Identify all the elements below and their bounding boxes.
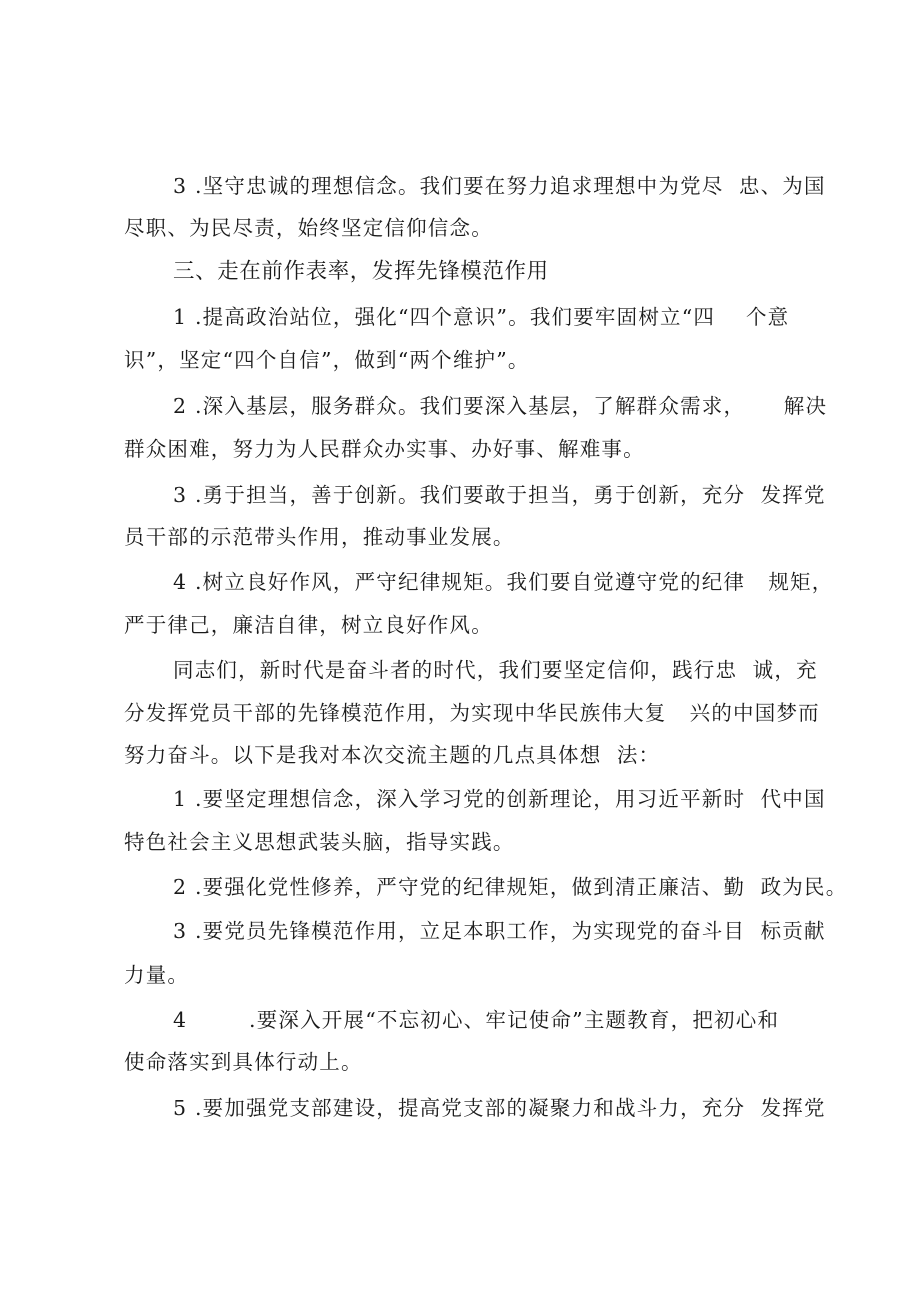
paragraph-line: 分发挥党员干部的先锋模范作用，为实现中华民族伟大复 兴的中国梦而 bbox=[124, 701, 820, 725]
paragraph-line: 特色社会主义思想武装头脑，指导实践。 bbox=[124, 830, 515, 854]
paragraph-line: 1 .要坚定理想信念，深入学习党的创新理论，用习近平新时 代中国 bbox=[173, 787, 826, 811]
paragraph-line: 力量。 bbox=[124, 963, 190, 987]
paragraph-line: 3 .坚守忠诚的理想信念。我们要在努力追求理想中为党尽 忠、为国 bbox=[173, 174, 826, 198]
paragraph-line: 4 .要深入开展“不忘初心、牢记使命”主题教育，把初心和 bbox=[173, 1008, 780, 1032]
paragraph-line: 同志们，新时代是奋斗者的时代，我们要坚定信仰，践行忠 诚，充 bbox=[173, 658, 818, 682]
paragraph-line: 群众困难，努力为人民群众办实事、办好事、解难事。 bbox=[124, 437, 645, 461]
paragraph-line: 3 .要党员先锋模范作用，立足本职工作，为实现党的奋斗目 标贡献 bbox=[173, 919, 826, 943]
paragraph-line: 努力奋斗。以下是我对本次交流主题的几点具体想 法： bbox=[124, 743, 661, 767]
paragraph-line: 3 .勇于担当，善于创新。我们要敢于担当，勇于创新，充分 发挥党 bbox=[173, 483, 826, 507]
paragraph-line: 尽职、为民尽责，始终坚定信仰信念。 bbox=[124, 216, 493, 240]
paragraph-line: 5 .要加强党支部建设，提高党支部的凝聚力和战斗力，充分 发挥党 bbox=[173, 1096, 826, 1120]
paragraph-line: 严于律己，廉洁自律，树立良好作风。 bbox=[124, 613, 493, 637]
paragraph-line: 2 .要强化党性修养，严守党的纪律规矩，做到清正廉洁、勤 政为民。 bbox=[173, 875, 848, 899]
paragraph-line: 员干部的示范带头作用，推动事业发展。 bbox=[124, 525, 515, 549]
paragraph-line: 1 .提高政治站位，强化“四个意识”。我们要牢固树立“四 个意 bbox=[173, 305, 790, 329]
section-heading: 三、走在前作表率，发挥先锋模范作用 bbox=[173, 259, 549, 284]
paragraph-line: 4 .树立良好作风，严守纪律规矩。我们要自觉遵守党的纪律 规矩， bbox=[173, 570, 834, 594]
paragraph-line: 2 .深入基层，服务群众。我们要深入基层，了解群众需求， 解决 bbox=[173, 394, 828, 418]
paragraph-line: 使命落实到具体行动上。 bbox=[124, 1050, 363, 1074]
paragraph-line: 识”，坚定“四个自信”，做到“两个维护”。 bbox=[124, 348, 530, 372]
